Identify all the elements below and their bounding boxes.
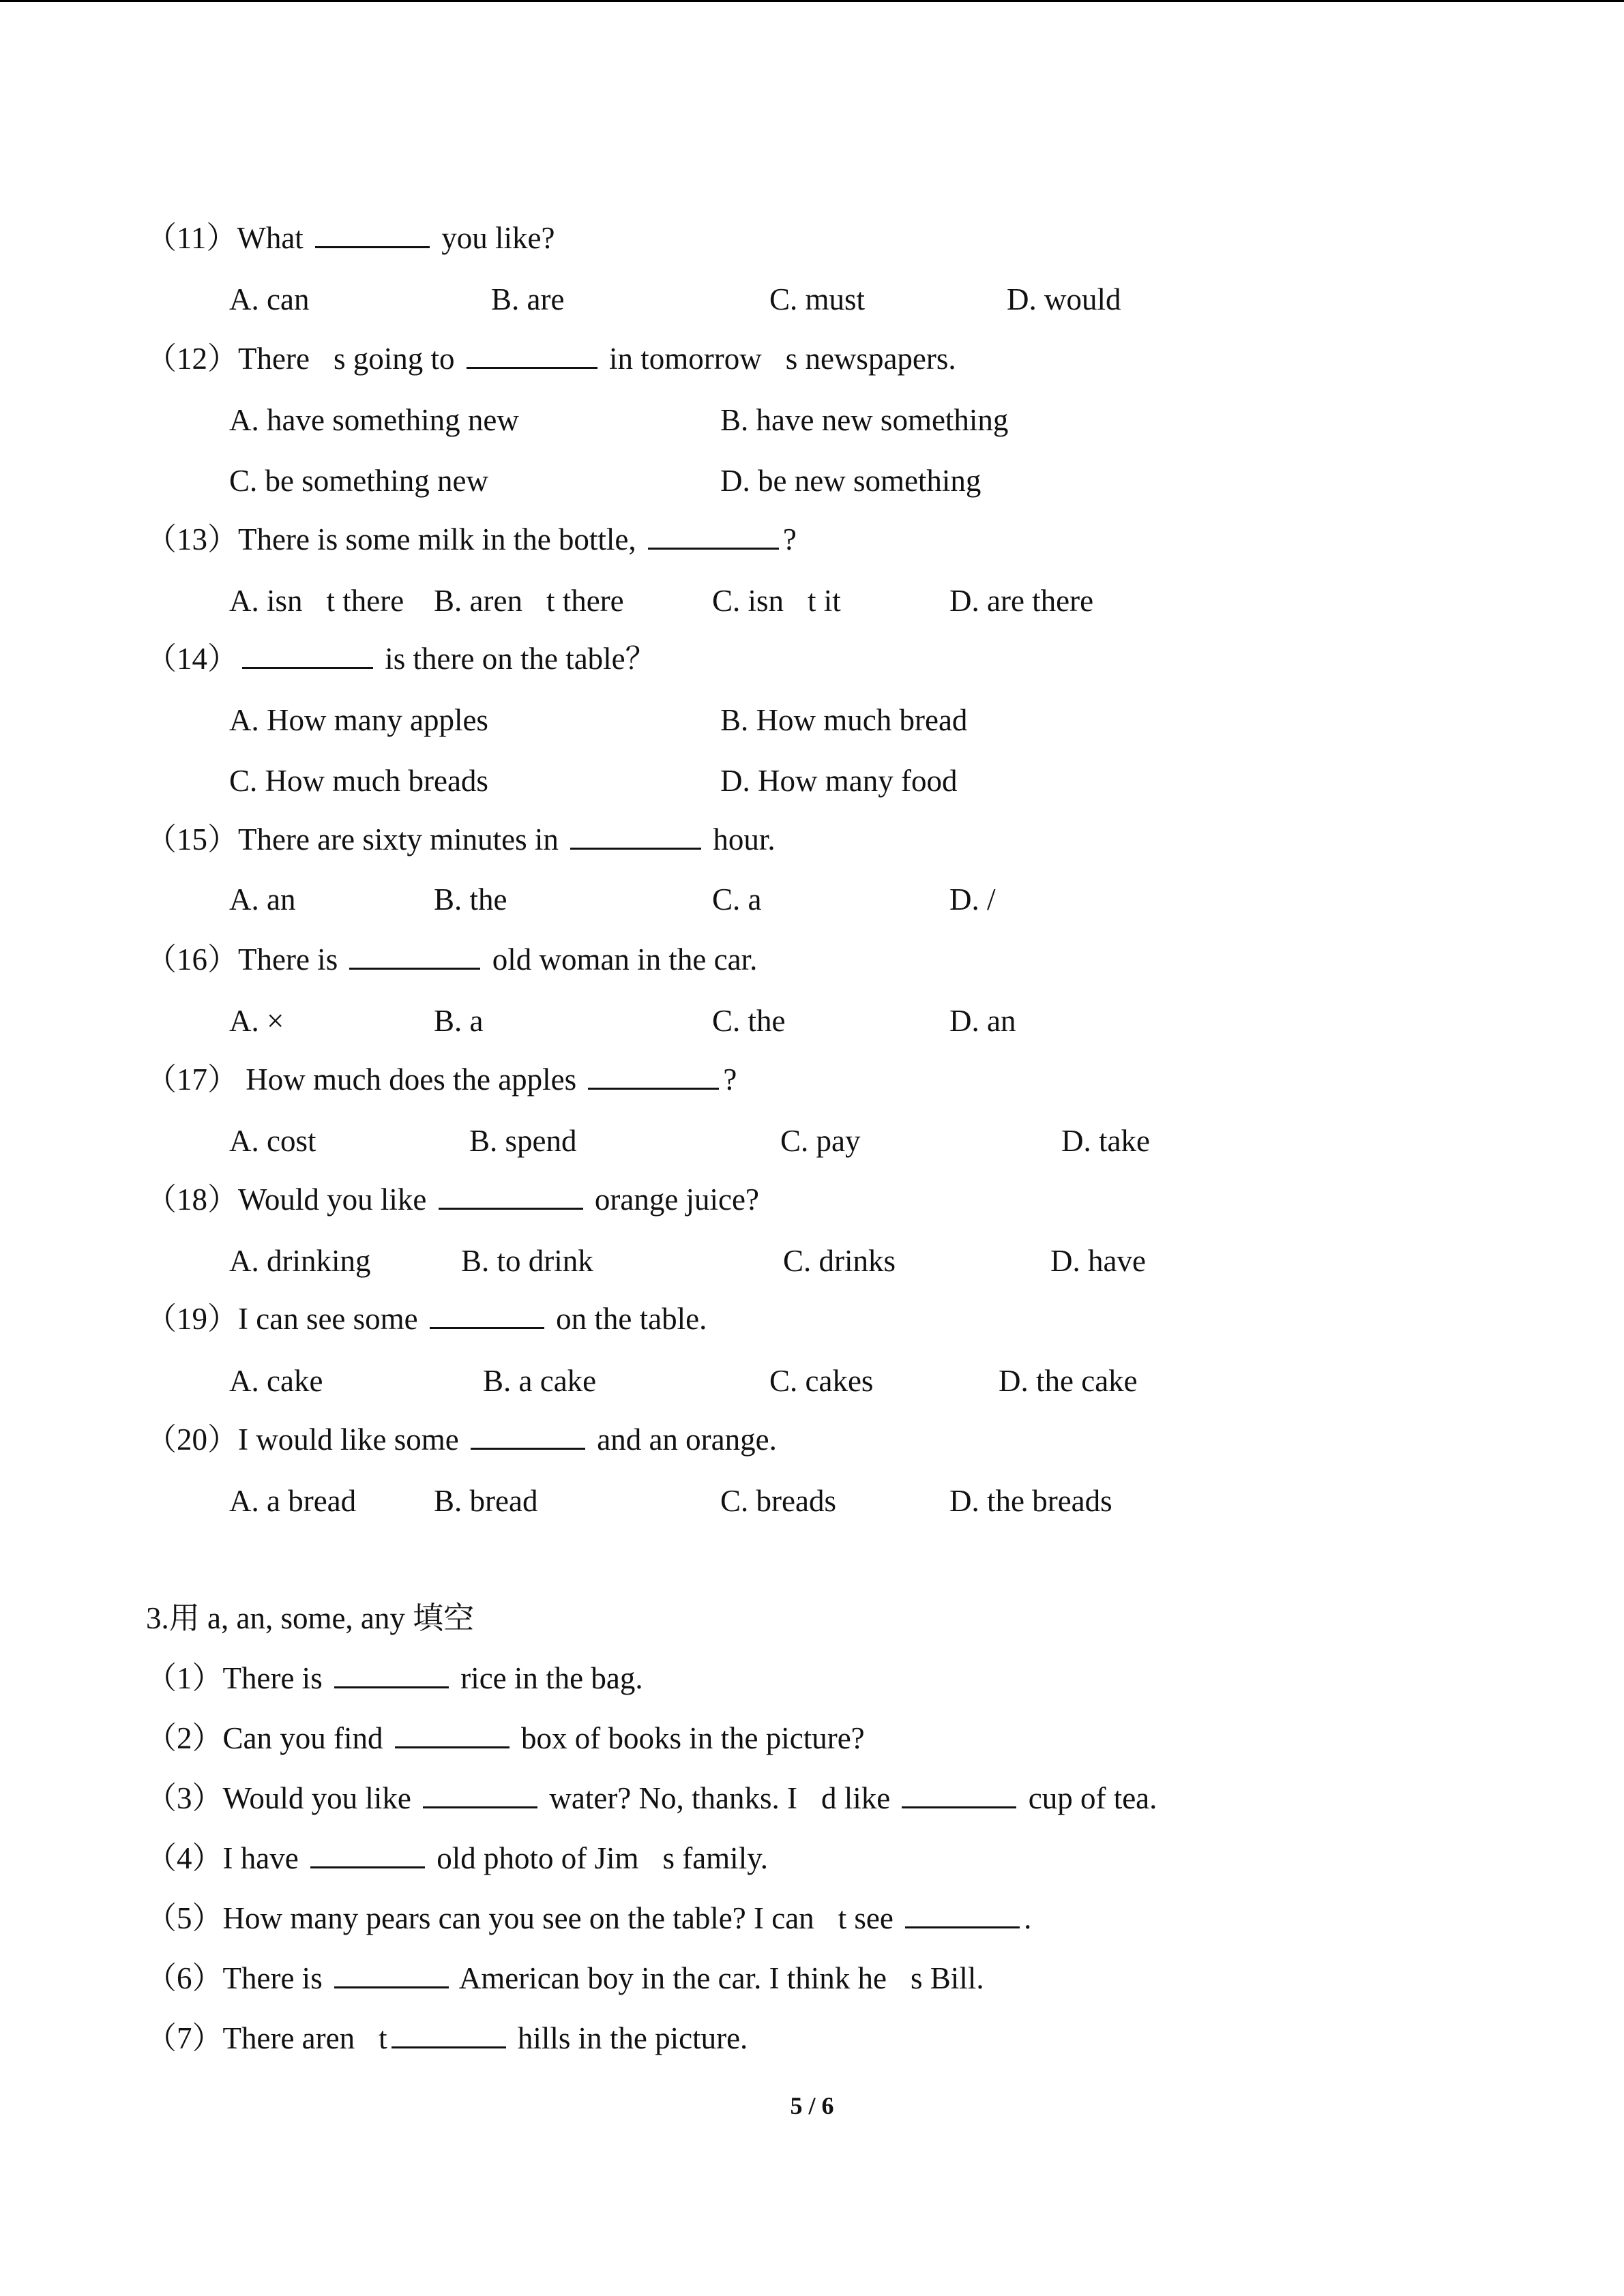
answer-blank — [315, 219, 430, 248]
option-a: A. isn t there — [229, 584, 404, 618]
page-number: 5 / 6 — [790, 2092, 834, 2119]
question-number: （13） — [146, 522, 239, 556]
answer-blank — [310, 1839, 425, 1868]
answer-blank — [423, 1779, 537, 1808]
option-c: C. the — [712, 1004, 786, 1038]
question-19: （19）I can see some on the table. — [146, 1300, 707, 1338]
option-d: D. have — [1050, 1244, 1146, 1278]
answer-blank — [905, 1899, 1020, 1928]
answer-blank — [588, 1060, 719, 1090]
question-11: （11）What you like? — [146, 219, 555, 257]
question-number: （14） — [146, 642, 239, 676]
option-c: C. pay — [780, 1124, 861, 1158]
option-b: B. are — [491, 282, 565, 316]
question-20: （20）I would like some and an orange. — [146, 1420, 777, 1459]
option-a: A. × — [229, 1004, 284, 1038]
fill-item-1: （1）There is rice in the bag. — [146, 1659, 643, 1697]
fill-item-5: （5）How many pears can you see on the table? I can t see . — [146, 1899, 1031, 1937]
option-c: C. must — [769, 282, 866, 316]
answer-blank — [334, 1659, 449, 1688]
option-c: C. be something new — [229, 464, 488, 498]
option-d: D. would — [1007, 282, 1121, 316]
option-b: B. have new something — [720, 403, 1009, 437]
answer-blank — [902, 1779, 1016, 1808]
option-a: A. have something new — [229, 403, 519, 437]
option-d: D. / — [949, 882, 996, 916]
option-a: A. cost — [229, 1124, 316, 1158]
question-12: （12）There s going to in tomorrow s newspapers. — [146, 340, 956, 378]
fill-item-4: （4）I have old photo of Jim s family. — [146, 1839, 768, 1877]
option-b: B. a — [434, 1004, 484, 1038]
option-c: C. breads — [720, 1484, 836, 1518]
question-15: （15）There are sixty minutes in hour. — [146, 820, 776, 859]
option-a: A. cake — [229, 1364, 323, 1398]
option-a: A. How many apples — [229, 703, 488, 737]
option-c: C. How much breads — [229, 764, 488, 798]
option-a: A. can — [229, 282, 310, 316]
question-number: （12） — [146, 342, 239, 376]
question-number: （19） — [146, 1302, 239, 1336]
option-a: A. drinking — [229, 1244, 371, 1278]
question-13: （13）There is some milk in the bottle, ? — [146, 520, 797, 558]
fill-item-6: （6）There is American boy in the car. I think he s Bill. — [146, 1959, 984, 1997]
question-17: （17） How much does the apples ? — [146, 1060, 737, 1099]
fill-item-2: （2）Can you find box of books in the picture? — [146, 1719, 865, 1757]
option-d: D. an — [949, 1004, 1016, 1038]
option-a: A. a bread — [229, 1484, 357, 1518]
option-b: B. How much bread — [720, 703, 968, 737]
option-b: B. bread — [434, 1484, 538, 1518]
option-b: B. a cake — [483, 1364, 597, 1398]
answer-blank — [648, 520, 779, 550]
option-b: B. to drink — [461, 1244, 593, 1278]
question-number: （17） — [146, 1062, 239, 1097]
option-c: C. a — [712, 882, 762, 916]
question-number: （11） — [146, 221, 237, 255]
fill-item-3: （3）Would you like water? No, thanks. I d like cup of tea. — [146, 1779, 1157, 1817]
option-b: B. aren t there — [434, 584, 624, 618]
question-number: （15） — [146, 822, 239, 856]
section-title: 3.用 a, an, some, any 填空 — [146, 1601, 475, 1635]
answer-blank — [430, 1300, 544, 1329]
answer-blank — [334, 1959, 449, 1988]
option-d: D. How many food — [720, 764, 958, 798]
answer-blank — [242, 640, 373, 669]
option-a: A. an — [229, 882, 296, 916]
answer-blank — [395, 1719, 510, 1748]
option-d: D. take — [1061, 1124, 1150, 1158]
question-14: （14） is there on the table？ — [146, 640, 656, 678]
question-16: （16）There is old woman in the car. — [146, 940, 757, 979]
question-18: （18）Would you like orange juice? — [146, 1180, 759, 1219]
option-d: D. be new something — [720, 464, 981, 498]
option-b: B. spend — [469, 1124, 577, 1158]
option-c: C. cakes — [769, 1364, 874, 1398]
fill-item-7: （7）There aren t hills in the picture. — [146, 2019, 748, 2057]
question-number: （18） — [146, 1182, 239, 1217]
option-b: B. the — [434, 882, 507, 916]
option-d: D. the breads — [949, 1484, 1112, 1518]
answer-blank — [439, 1180, 583, 1210]
option-d: D. are there — [949, 584, 1094, 618]
answer-blank — [467, 340, 597, 369]
answer-blank — [392, 2019, 506, 2048]
option-c: C. drinks — [783, 1244, 896, 1278]
question-number: （16） — [146, 942, 239, 976]
option-c: C. isn t it — [712, 584, 841, 618]
answer-blank — [471, 1420, 585, 1450]
question-number: （20） — [146, 1422, 239, 1457]
answer-blank — [349, 940, 480, 970]
answer-blank — [570, 820, 701, 850]
option-d: D. the cake — [999, 1364, 1138, 1398]
